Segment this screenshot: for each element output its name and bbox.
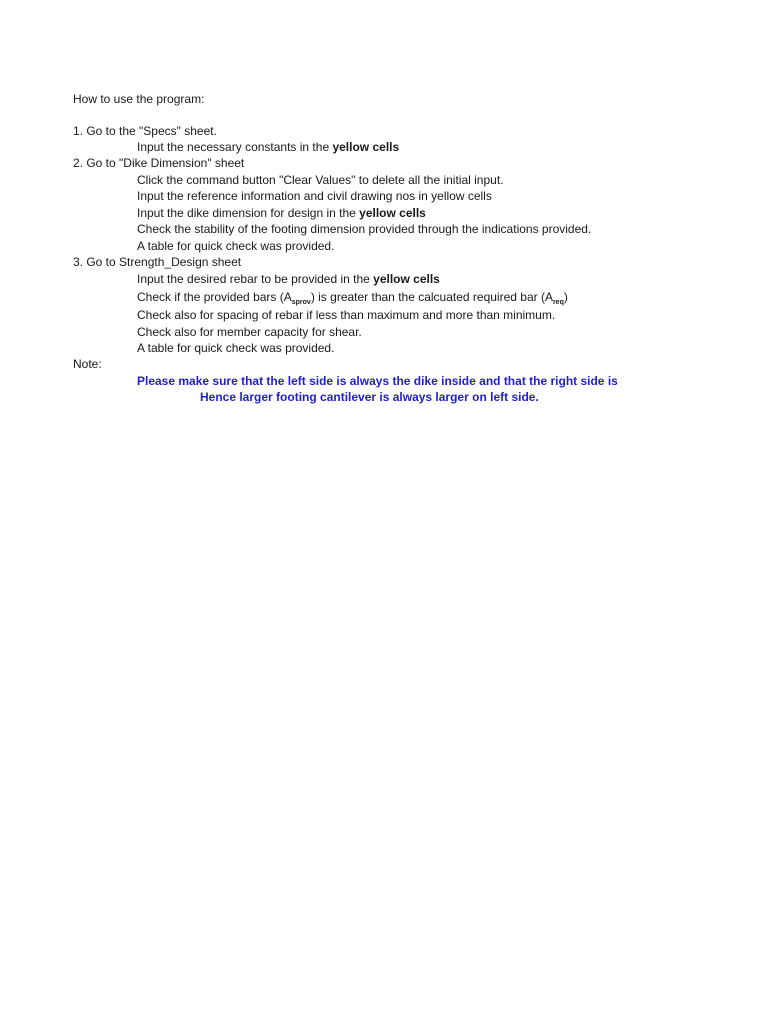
step-3-item-2-part-3: ) [563,290,568,304]
step-3-item-4: Check also for member capacity for shear. [137,325,362,339]
step-3-title: 3. Go to Strength_Design sheet [73,255,242,269]
step-2-title: 2. Go to "Dike Dimension" sheet [73,156,245,170]
step-3-item-1-highlight: yellow cells [373,272,440,286]
subscript-sprov: sprov [291,299,311,306]
step-3-item-1-text: Input the desired rebar to be provided in the [137,272,374,286]
step-3-item-2-part-1: Check if the provided bars (A [137,290,292,304]
step-2-item-3 [137,206,426,220]
step-1-item-1 [137,140,399,154]
step-3-item-5: A table for quick check was provided. [137,341,335,355]
note-line-2: Hence larger footing cantilever is always larger on left side. [200,390,539,404]
note-line-1: Please make sure that the left side is always the dike inside and that the right side is [137,374,618,388]
step-3-item-2-part-2: ) is greater than the calcuated required bar (A [310,290,553,304]
note-label: Note: [73,357,102,371]
step-3-item-1 [137,272,440,286]
subscript-req: req [552,299,564,306]
instructions-heading: How to use the program: [73,92,205,106]
step-2-item-2: Input the reference information and civil drawing nos in yellow cells [137,189,492,203]
step-2-item-3-text: Input the dike dimension for design in the [137,206,360,220]
step-2-item-5: A table for quick check was provided. [137,239,335,253]
step-1-title: 1. Go to the "Specs" sheet. [73,124,217,138]
step-2-item-1: Click the command button "Clear Values" to delete all the initial input. [137,173,504,187]
step-1-item-1-highlight: yellow cells [332,140,400,154]
step-2-item-4: Check the stability of the footing dimension provided through the indications provided. [137,222,592,236]
step-1-item-1-text: Input the necessary constants in the [137,140,333,154]
step-2-item-3-highlight: yellow cells [359,206,426,220]
step-3-item-2 [137,290,568,304]
step-3-item-3: Check also for spacing of rebar if less than maximum and more than minimum. [137,308,556,322]
